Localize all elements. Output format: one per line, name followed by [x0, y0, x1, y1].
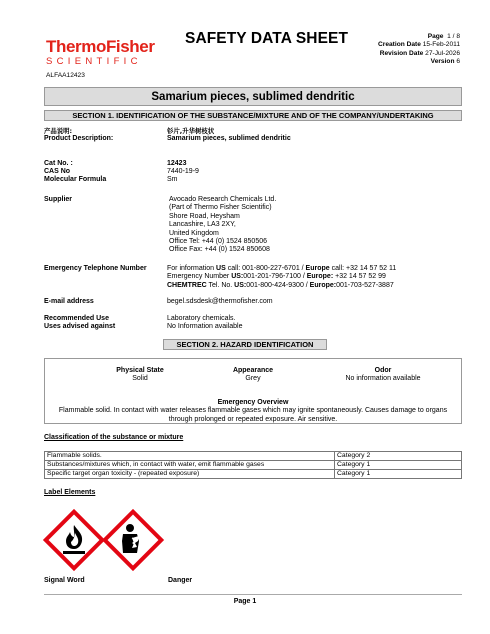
label-elements-heading: Label Elements: [44, 489, 96, 496]
molecular-formula-value: Sm: [167, 176, 178, 183]
classification-table: [44, 451, 462, 479]
cat-no-value: 12423: [167, 160, 187, 167]
physical-state-value: Solid: [132, 375, 148, 383]
advised-against-row: [44, 323, 464, 331]
section-2-title: SECTION 2. HAZARD IDENTIFICATION: [176, 340, 314, 349]
advised-against-value: No Information available: [167, 323, 243, 330]
chemtrec-tel: Tel. No.: [206, 281, 235, 289]
supplier-label: Supplier: [44, 196, 73, 203]
logo-wordmark: ThermoFisher: [46, 37, 155, 56]
version-line: [378, 58, 460, 66]
creation-date-label: Creation Date: [378, 41, 421, 49]
em2-europe-label: Europe:: [306, 273, 334, 281]
em1-us-label: US: [216, 265, 226, 272]
product-title-banner: [44, 87, 462, 106]
footer-divider: [44, 594, 462, 595]
chemtrec-us-label: US:: [234, 281, 247, 289]
chemtrec-line: [167, 282, 464, 290]
appearance-label: Appearance: [232, 367, 274, 374]
table-row: [45, 470, 462, 479]
revision-date-label: Revision Date: [379, 49, 424, 57]
supplier-line: Lancashire, LA3 2XY,: [169, 221, 236, 229]
emergency-overview-label: Emergency Overview: [217, 399, 289, 406]
appearance-value: Grey: [245, 375, 261, 383]
cn-product-value: 钐片,升华树枝状: [167, 127, 215, 135]
chemtrec-europe-number: 001-703-527-3887: [336, 281, 394, 289]
category-cell: Category 1: [335, 470, 462, 479]
advised-against-label: Uses advised against: [44, 323, 116, 330]
supplier-line: Office Tel: +44 (0) 1524 850506: [169, 238, 268, 246]
emergency-overview: [45, 399, 461, 424]
emergency-phone-values: [167, 265, 464, 290]
revision-date-line: [378, 50, 460, 58]
hazard-cell: Flammable solids.: [45, 452, 335, 461]
page-number-line: [378, 33, 460, 41]
signal-word-value: Danger: [168, 577, 193, 584]
email-row: [44, 298, 464, 306]
thermo-fisher-logo: [46, 38, 155, 67]
em2-us-label: US:: [231, 273, 244, 281]
product-code: ALFAA12423: [46, 72, 85, 79]
cn-product-label: 产品说明:: [44, 127, 73, 135]
emergency-number-line: [167, 273, 464, 281]
emergency-overview-text-1: Flammable solid. In contact with water releases flammable gases which may ignite spontaneously. Causes damage to organs: [58, 407, 448, 415]
supplier-line: Shore Road, Heysham: [169, 212, 240, 220]
chemtrec-europe-label: Europe:: [309, 281, 337, 289]
creation-date-line: [378, 41, 460, 49]
section-2-heading: [163, 339, 327, 350]
table-row: [45, 461, 462, 470]
em1-europe-label: Europe: [305, 265, 330, 272]
signal-word-row: [44, 577, 464, 585]
cas-no-value: 7440-19-9: [167, 168, 199, 175]
cas-no-label: CAS No: [44, 168, 71, 175]
email-label: E-mail address: [44, 298, 94, 305]
recommended-use-label: Recommended Use: [44, 315, 109, 322]
molecular-formula-label: Molecular Formula: [44, 176, 107, 183]
appearance: [188, 367, 318, 384]
emergency-info-line: [167, 265, 464, 273]
cat-no-label: Cat No. :: [44, 160, 73, 167]
recommended-use-value: Laboratory chemicals.: [167, 315, 236, 322]
em1-europe-number: call: +32 14 57 52 11: [329, 265, 397, 272]
email-value[interactable]: begel.sdsdesk@thermofisher.com: [167, 298, 273, 305]
health-hazard-pictogram-icon: [101, 508, 165, 572]
hazard-cell: Specific target organ toxicity - (repeated exposure): [45, 470, 335, 479]
hazard-overview-box: [44, 358, 462, 424]
molecular-formula-row: [44, 176, 464, 184]
em2-us-number: 001-201-796-7100 /: [243, 273, 307, 281]
chemtrec-label: CHEMTREC: [167, 281, 207, 289]
supplier-line: United Kingdom: [169, 229, 219, 237]
em2-prefix: Emergency Number: [167, 273, 232, 281]
supplier-line: (Part of Thermo Fisher Scientific): [169, 204, 272, 212]
physical-state-label: Physical State: [116, 367, 164, 374]
version-label: Version: [430, 58, 455, 66]
supplier-row: [44, 196, 464, 255]
footer-page-number: Page 1: [233, 598, 257, 605]
creation-date-value: 15-Feb-2011: [422, 41, 460, 49]
em2-europe-number: +32 14 57 52 99: [333, 273, 386, 281]
signal-word-label: Signal Word: [44, 577, 85, 584]
emergency-overview-text-2: through prolonged or repeated exposure. Air sensitive.: [168, 415, 338, 423]
em1-prefix: For information: [167, 265, 217, 272]
product-description-value: Samarium pieces, sublimed dendritic: [167, 135, 291, 142]
version-value: 6: [456, 58, 460, 66]
document-title: SAFETY DATA SHEET: [185, 30, 349, 47]
section-1-heading: [44, 110, 462, 121]
revision-date-value: 27-Jul-2026: [425, 49, 460, 57]
classification-heading: Classification of the substance or mixture: [44, 434, 184, 441]
odor-value: No information available: [345, 375, 421, 383]
table-row: [45, 452, 462, 461]
supplier-line: Avocado Research Chemicals Ltd.: [169, 196, 277, 203]
supplier-line: Office Fax: +44 (0) 1524 850608: [169, 246, 270, 254]
hazard-cell: Substances/mixtures which, in contact with water, emit flammable gases: [45, 461, 335, 470]
logo-subtitle: SCIENTIFIC: [46, 56, 142, 67]
flame-pictogram-icon: [42, 508, 106, 572]
emergency-phone-label: Emergency Telephone Number: [44, 265, 147, 272]
emergency-phone-row: [44, 265, 464, 290]
supplier-address: [167, 196, 464, 255]
product-description-label: Product Description:: [44, 135, 114, 142]
page-value: 1 / 8: [447, 33, 460, 40]
chemtrec-us-number: 001-800-424-9300 /: [246, 281, 310, 289]
product-description-row: [44, 135, 464, 143]
odor: [313, 367, 453, 384]
category-cell: Category 1: [335, 461, 462, 470]
product-title: Samarium pieces, sublimed dendritic: [151, 90, 355, 103]
em1-us-number: call: 001-800-227-6701 /: [225, 265, 306, 272]
section-1-title: SECTION 1. IDENTIFICATION OF THE SUBSTANCE/MIXTURE AND OF THE COMPANY/UNDERTAKING: [72, 111, 434, 120]
physical-state: [75, 367, 205, 384]
page-label: Page: [427, 33, 444, 40]
category-cell: Category 2: [335, 452, 462, 461]
odor-label: Odor: [374, 367, 392, 374]
document-meta: [378, 33, 460, 67]
